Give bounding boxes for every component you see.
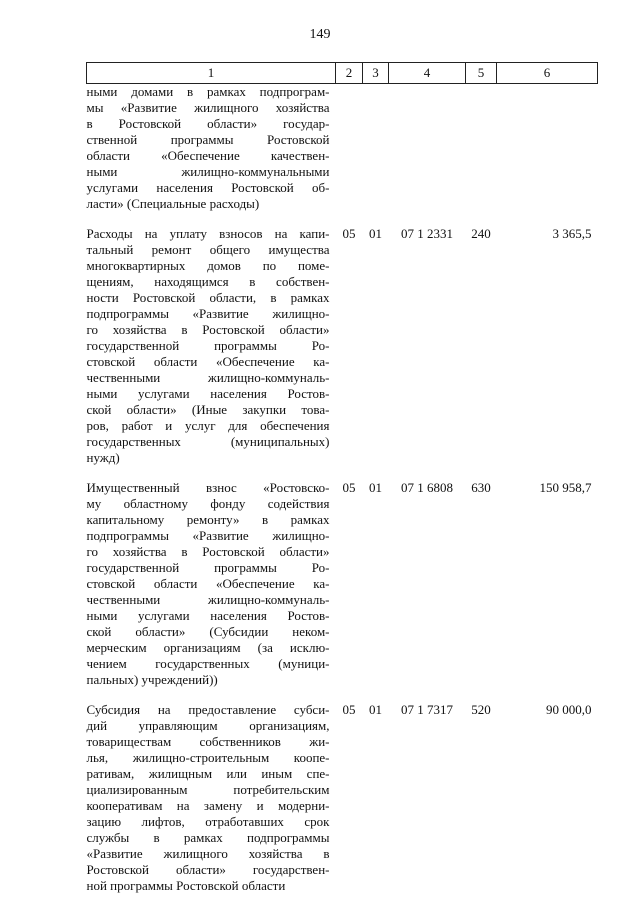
description-line: Ростовской области» государствен-	[86, 862, 330, 877]
description-line: лья, жилищно-строительным коопе-	[86, 750, 330, 765]
description-line: ской области» (Субсидии неком-	[86, 624, 330, 639]
target-article-code	[389, 84, 466, 213]
description-line: ной программы Ростовской области	[86, 878, 286, 893]
subsection-code: 01	[369, 702, 382, 717]
row-spacer	[87, 212, 598, 226]
description-line: ными жилищно-коммунальными	[86, 164, 330, 179]
description-line: ственной программы Ростовской	[86, 132, 330, 147]
amount: 90 000,0	[546, 702, 592, 717]
header-col-2: 2	[336, 63, 363, 84]
description-line: службы в рамках подпрограммы	[86, 830, 330, 845]
description-line: ласти» (Специальные расходы)	[86, 196, 260, 211]
header-col-1: 1	[87, 63, 336, 84]
description-line: кооперативам на замену и модерни-	[86, 798, 330, 813]
description-line: ской области» (Иные закупки това-	[86, 402, 330, 417]
description-line: стовской области «Обеспечение ка-	[86, 354, 330, 369]
row-spacer	[87, 688, 598, 702]
subsection-code: 01	[369, 480, 382, 495]
row-description	[87, 702, 336, 894]
description-line: капитальному ремонту» в рамках	[86, 512, 330, 527]
description-line: мерческим организациям (за исклю-	[86, 640, 330, 655]
description-line: зацию лифтов, отработавших срок	[86, 814, 330, 829]
description-line: чественными жилищно-коммуналь-	[86, 592, 330, 607]
amount: 150 958,7	[539, 480, 592, 495]
description-line: ров, работ и услуг для обеспечения	[86, 418, 330, 433]
description-line: услугами населения Ростовской об-	[86, 180, 330, 195]
amount: 3 365,5	[552, 226, 592, 241]
description-line: ности Ростовской области, в рамках	[86, 290, 330, 305]
section-code: 05	[342, 480, 356, 495]
description-line: многоквартирных домов по поме-	[86, 258, 330, 273]
description-line: подпрограммы «Развитие жилищно-	[86, 528, 330, 543]
description-line: «Развитие жилищного хозяйства в	[86, 846, 330, 861]
table-body	[87, 84, 598, 895]
expense-type-code	[466, 84, 497, 213]
section-code	[336, 84, 363, 213]
expense-type-code: 630	[471, 480, 491, 495]
row-spacer	[87, 466, 598, 480]
description-line: тальный ремонт общего имущества	[86, 242, 330, 257]
subsection-code	[363, 84, 389, 213]
budget-table	[86, 62, 598, 894]
subsection-code: 01	[369, 226, 382, 241]
table-row	[87, 226, 598, 466]
description-line: го хозяйства в Ростовской области»	[86, 322, 330, 337]
description-line: циализированным потребительским	[86, 782, 330, 797]
description-line: государственной программы Ро-	[86, 338, 330, 353]
row-description	[87, 226, 336, 466]
page-number: 149	[309, 27, 331, 42]
description-line: го хозяйства в Ростовской области»	[86, 544, 330, 559]
description-line: му областному фонду содействия	[86, 496, 330, 511]
description-line: мы «Развитие жилищного хозяйства	[86, 100, 330, 115]
target-article-code: 07 1 2331	[401, 226, 453, 241]
amount	[497, 84, 598, 213]
header-col-6: 6	[497, 63, 598, 84]
table-row	[87, 480, 598, 688]
table-header	[87, 63, 598, 84]
description-line: нужд)	[86, 450, 120, 465]
description-line: дий управляющим организациям,	[86, 718, 330, 733]
description-line: чением государственных (муници-	[86, 656, 330, 671]
description-line: области «Обеспечение качествен-	[86, 148, 330, 163]
description-line: чественными жилищно-коммуналь-	[86, 370, 330, 385]
description-line: пальных) учреждений))	[86, 672, 218, 687]
header-col-5: 5	[466, 63, 497, 84]
description-line: государственной программы Ро-	[86, 560, 330, 575]
header-col-4: 4	[389, 63, 466, 84]
description-line: товариществам собственников жи-	[86, 734, 330, 749]
description-line: Субсидия на предоставление субси-	[86, 702, 330, 717]
section-code: 05	[342, 226, 356, 241]
section-code: 05	[342, 702, 356, 717]
row-description	[87, 84, 336, 213]
target-article-code: 07 1 6808	[401, 480, 453, 495]
description-line: государственных (муниципальных)	[86, 434, 330, 449]
expense-type-code: 240	[471, 226, 491, 241]
description-line: в Ростовской области» государ-	[86, 116, 330, 131]
expense-type-code: 520	[471, 702, 491, 717]
description-line: щениям, находящимся в собствен-	[86, 274, 330, 289]
description-line: ративам, жилищным или иным спе-	[86, 766, 330, 781]
description-line: ными домами в рамках подпрограм-	[86, 84, 330, 99]
description-line: Имущественный взнос «Ростовско-	[86, 480, 330, 495]
description-line: ными услугами населения Ростов-	[86, 386, 330, 401]
header-col-3: 3	[363, 63, 389, 84]
table-row	[87, 84, 598, 213]
table-row	[87, 702, 598, 894]
target-article-code: 07 1 7317	[401, 702, 453, 717]
description-line: стовской области «Обеспечение ка-	[86, 576, 330, 591]
description-line: Расходы на уплату взносов на капи-	[86, 226, 330, 241]
description-line: подпрограммы «Развитие жилищно-	[86, 306, 330, 321]
description-line: ными услугами населения Ростов-	[86, 608, 330, 623]
row-description	[87, 480, 336, 688]
